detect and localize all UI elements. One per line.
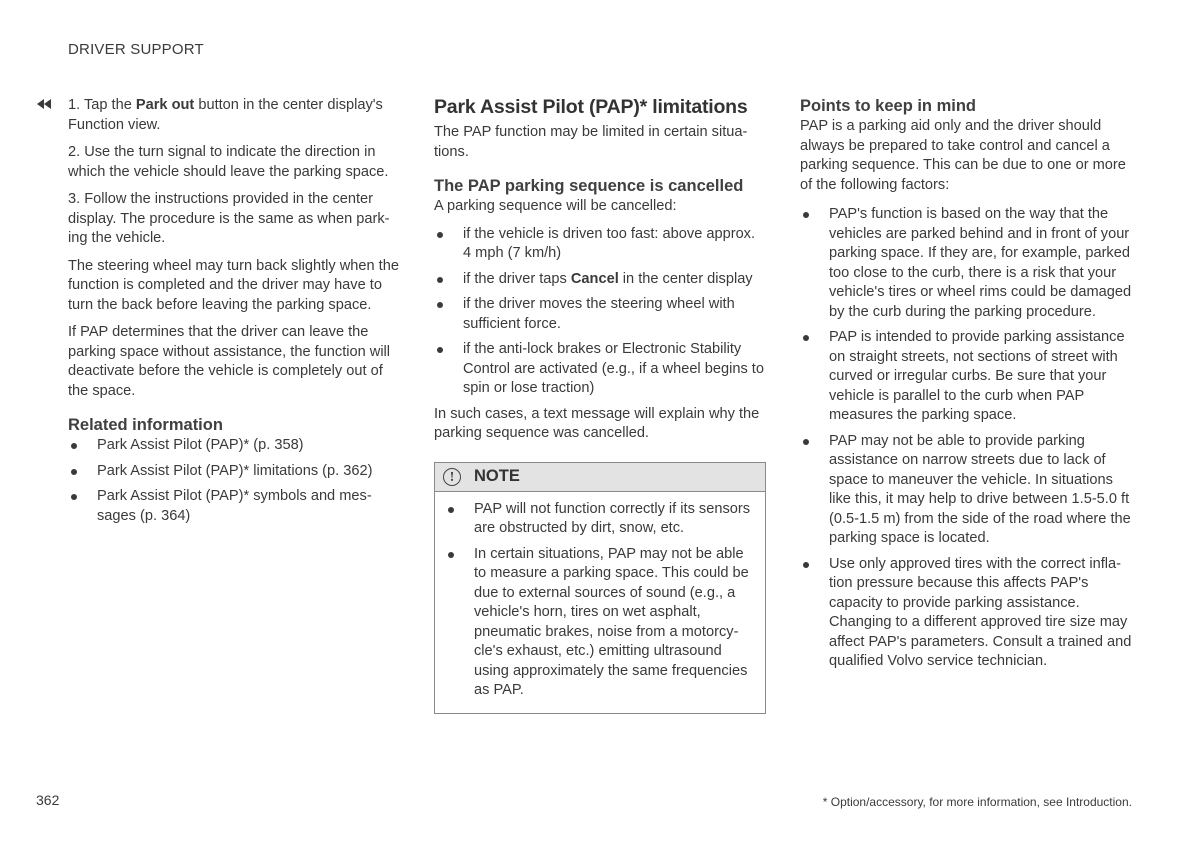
related-links-list xyxy=(68,436,403,526)
step-1: 1. Tap the Park out button in the center display's Function view. xyxy=(68,97,383,133)
note-item: In certain situations, PAP may not be able to measure a parking space. This could be due to external sources of sound (e.g., a vehicle's horn, tires on wet asphalt, pneumatic brakes, noise from a motorcycle's exhaust, etc.) emitting ultrasound using approximately the same frequencies as PAP. xyxy=(445,545,755,701)
column-left xyxy=(68,96,403,532)
related-link[interactable]: Park Assist Pilot (PAP)* limitations (p. 362) xyxy=(68,462,403,482)
point-item: PAP is intended to provide parking assistance on straight streets, not sections of street with curved or irregular curbs. Be sure that your vehicle is parallel to the curb when PAP measures the parking space. xyxy=(800,328,1136,426)
point-item: PAP's function is based on the way that the vehicles are parked behind and in front of your parking space. If they are, for example, parked too close to the curb, there is a risk that your vehicle's tires or wheel rims could be damaged by the curb during the parking procedure. xyxy=(800,205,1136,322)
related-link[interactable]: Park Assist Pilot (PAP)* (p. 358) xyxy=(68,436,403,456)
column-middle xyxy=(434,96,766,714)
step-3: 3. Follow the instructions provided in the center display. The procedure is the same as when parking the vehicle. xyxy=(68,191,390,246)
cancel-condition: if the anti-lock brakes or Electronic Stability Control are activated (e.g., if a wheel begins to spin or lose traction) xyxy=(434,340,766,399)
point-item: PAP may not be able to provide parking assistance on narrow streets due to lack of space to maneuver the vehicle. In situations like this, it may help to drive between 1.5-5.0 ft (0.5-1.5 m) from the side of the road where the parking space is located. xyxy=(800,432,1136,549)
cancel-intro: A parking sequence will be cancelled: xyxy=(434,198,677,214)
cancel-conditions-list xyxy=(434,225,766,399)
related-link[interactable]: Park Assist Pilot (PAP)* symbols and messages (p. 364) xyxy=(68,487,403,526)
note-list xyxy=(445,500,755,701)
related-information-heading: Related information xyxy=(68,416,223,434)
cancel-condition: if the driver taps Cancel in the center display xyxy=(434,270,766,290)
note-header xyxy=(435,463,765,492)
cancel-condition: if the driver moves the steering wheel with sufficient force. xyxy=(434,295,766,334)
park-out-keyword: Park out xyxy=(135,97,195,113)
step-2: 2. Use the turn signal to indicate the direction in which the vehicle should leave the parking space. xyxy=(68,144,389,180)
page-title: Park Assist Pilot (PAP)* limitations xyxy=(434,96,748,118)
warning-icon: ! xyxy=(443,468,461,486)
note-item: PAP will not function correctly if its sensors are obstructed by dirt, snow, etc. xyxy=(445,500,755,539)
column-right xyxy=(800,96,1136,678)
points-heading: Points to keep in mind xyxy=(800,97,977,115)
points-intro: PAP is a parking aid only and the driver should always be prepared to take control and cancel a parking sequence. This can be due to one or more of the following factors: xyxy=(800,118,1126,193)
paragraph-deactivate: If PAP determines that the driver can leave the parking space without assistance, the function will deactivate before the vehicle is completely out of the space. xyxy=(68,324,391,399)
cancel-heading: The PAP parking sequence is cancelled xyxy=(434,177,744,195)
previous-page-icon[interactable] xyxy=(36,98,52,110)
note-box xyxy=(434,462,766,714)
point-item: Use only approved tires with the correct inflation pressure because this affects PAP's capacity to provide parking assistance. Changing to a different approved tire size may affect PAP's parameters. Consult a trained and qualified Volvo service technician. xyxy=(800,555,1136,672)
cancel-condition: if the vehicle is driven too fast: above approx. 4 mph (7 km/h) xyxy=(434,225,766,264)
points-list xyxy=(800,205,1136,672)
section-header: DRIVER SUPPORT xyxy=(68,41,204,58)
footnote: * Option/accessory, for more information, see Introduction. xyxy=(822,795,1132,809)
page-number: 362 xyxy=(36,792,60,808)
note-title: NOTE xyxy=(474,466,520,485)
paragraph-steering: The steering wheel may turn back slightly when the function is completed and the driver may have to turn the back before leaving the parking space. xyxy=(68,257,399,313)
cancel-outro: In such cases, a text message will explain why the parking sequence was cancelled. xyxy=(434,405,760,441)
cancel-keyword: Cancel xyxy=(570,270,619,287)
intro-paragraph: The PAP function may be limited in certain situations. xyxy=(434,124,748,160)
note-body xyxy=(435,492,765,713)
